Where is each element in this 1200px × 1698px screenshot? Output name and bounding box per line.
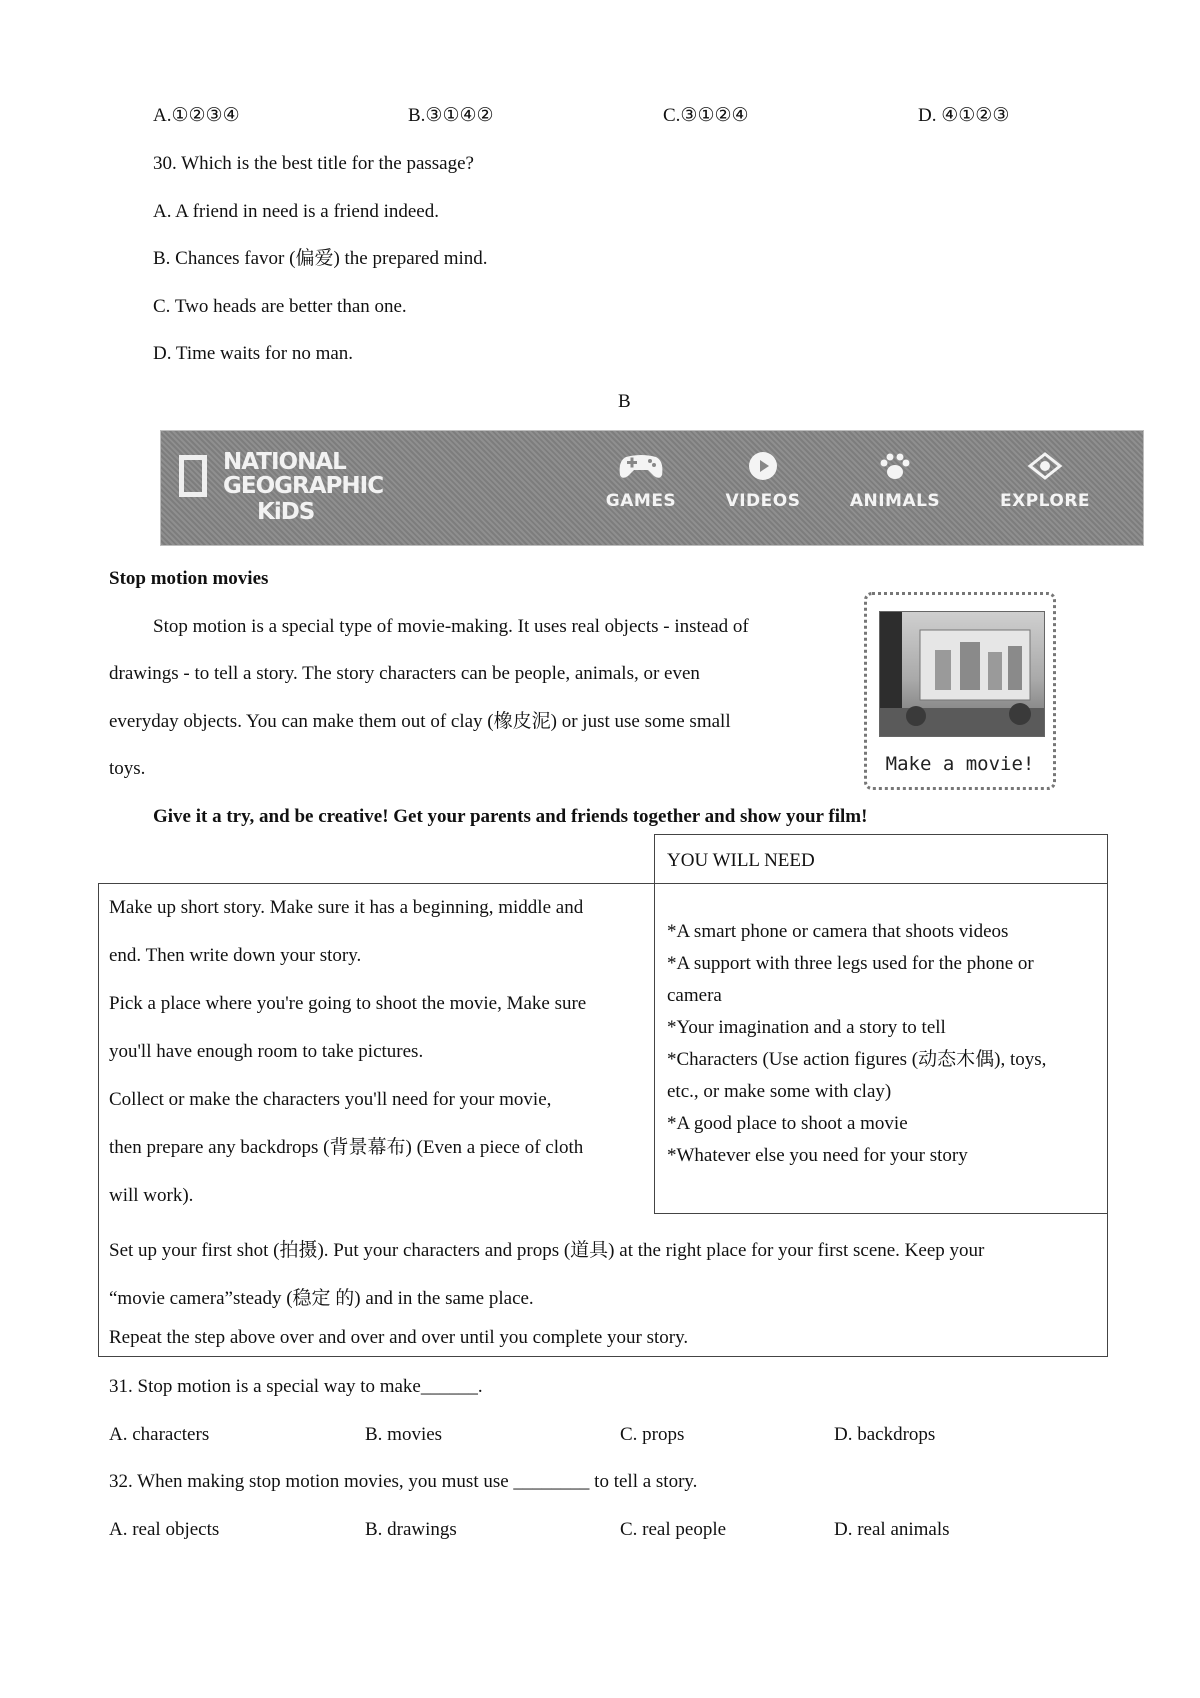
q32-option-a: A. real objects bbox=[109, 1519, 220, 1540]
q32-option-c: C. real people bbox=[620, 1519, 727, 1540]
need-item: *A support with three legs used for the phone or bbox=[667, 953, 1034, 974]
q29-option-c: C.③①②④ bbox=[663, 105, 749, 126]
nav-explore-label: EXPLORE bbox=[999, 491, 1091, 511]
q32-question: 32. When making stop motion movies, you must use ________ to tell a story. bbox=[109, 1471, 698, 1492]
paw-icon bbox=[878, 451, 912, 481]
natgeo-logo-icon bbox=[179, 455, 207, 497]
q30-question: 30. Which is the best title for the passage? bbox=[153, 153, 474, 174]
logo-line-3: KiDS bbox=[257, 499, 315, 525]
step-line: will work). bbox=[109, 1185, 194, 1206]
q30-option-b: B. Chances favor (偏爱) the prepared mind. bbox=[153, 248, 488, 269]
nav-animals-label: ANIMALS bbox=[849, 491, 941, 511]
step-line: Pick a place where you're going to shoot the movie, Make sure bbox=[109, 993, 587, 1014]
step-line: end. Then write down your story. bbox=[109, 945, 362, 966]
q31-option-b: B. movies bbox=[365, 1424, 443, 1445]
q29-option-a: A.①②③④ bbox=[153, 105, 240, 126]
q29-option-b: B.③①④② bbox=[408, 105, 494, 126]
natgeo-kids-banner bbox=[160, 430, 1144, 546]
logo-line-1: NATIONAL bbox=[223, 449, 346, 475]
make-a-movie-photo bbox=[864, 592, 1056, 790]
steps-cell bbox=[109, 884, 649, 1220]
nav-games-label: GAMES bbox=[605, 491, 677, 511]
q32-option-b: B. drawings bbox=[365, 1519, 457, 1540]
article-title: Stop motion movies bbox=[109, 568, 269, 589]
q30-option-c: C. Two heads are better than one. bbox=[153, 296, 407, 317]
need-list bbox=[667, 916, 1103, 1172]
q30-option-d: D. Time waits for no man. bbox=[153, 343, 354, 364]
paragraph-line-4: toys. bbox=[109, 758, 146, 779]
q31-option-d: D. backdrops bbox=[834, 1424, 936, 1445]
step-line: Make up short story. Make sure it has a beginning, middle and bbox=[109, 897, 584, 918]
logo-line-2: GEOGRAPHIC bbox=[223, 473, 384, 499]
gamepad-icon bbox=[618, 451, 664, 481]
need-item: *Whatever else you need for your story bbox=[667, 1145, 968, 1166]
step-line: Collect or make the characters you'll need for your movie, bbox=[109, 1089, 552, 1110]
need-item: *Your imagination and a story to tell bbox=[667, 1017, 946, 1038]
need-item: camera bbox=[667, 985, 722, 1006]
q31-option-c: C. props bbox=[620, 1424, 685, 1445]
section-label: B bbox=[618, 391, 631, 412]
photo-caption: Make a movie! bbox=[885, 753, 1035, 775]
q32-option-d: D. real animals bbox=[834, 1519, 950, 1540]
need-item: *A smart phone or camera that shoots videos bbox=[667, 921, 1009, 942]
tagline: Give it a try, and be creative! Get your parents and friends together and show your film! bbox=[153, 806, 868, 827]
bottom-line-1: Set up your first shot (拍摄). Put your characters and props (道具) at the right place for your first scene. Keep your bbox=[109, 1240, 985, 1261]
need-item: *A good place to shoot a movie bbox=[667, 1113, 908, 1134]
nav-games[interactable] bbox=[591, 451, 691, 511]
nav-videos-label: VIDEOS bbox=[725, 491, 801, 511]
q31-option-a: A. characters bbox=[109, 1424, 210, 1445]
paragraph-line-3: everyday objects. You can make them out of clay (橡皮泥) or just use some small bbox=[109, 711, 731, 732]
q31-question: 31. Stop motion is a special way to make______. bbox=[109, 1376, 483, 1397]
nav-animals[interactable] bbox=[845, 451, 945, 511]
nav-videos[interactable] bbox=[713, 451, 813, 511]
step-line: then prepare any backdrops (背景幕布) (Even a piece of cloth bbox=[109, 1137, 584, 1158]
play-icon bbox=[748, 451, 778, 481]
paragraph-line-1: Stop motion is a special type of movie-making. It uses real objects - instead of bbox=[153, 616, 749, 637]
movie-set-image bbox=[879, 611, 1045, 737]
step-line: you'll have enough room to take pictures. bbox=[109, 1041, 424, 1062]
nav-explore[interactable] bbox=[995, 451, 1095, 511]
need-item: *Characters (Use action figures (动态木偶), toys, bbox=[667, 1049, 1047, 1070]
paragraph-line-2: drawings - to tell a story. The story characters can be people, animals, or even bbox=[109, 663, 700, 684]
q29-option-d: D. ④①②③ bbox=[918, 105, 1010, 126]
need-item: etc., or make some with clay) bbox=[667, 1081, 892, 1102]
eye-icon bbox=[1027, 451, 1063, 481]
q30-option-a: A. A friend in need is a friend indeed. bbox=[153, 201, 439, 222]
need-header: YOU WILL NEED bbox=[667, 850, 815, 871]
bottom-line-3: Repeat the step above over and over and over until you complete your story. bbox=[109, 1327, 689, 1348]
bottom-line-2: “movie camera”steady (稳定 的) and in the same place. bbox=[109, 1288, 534, 1309]
